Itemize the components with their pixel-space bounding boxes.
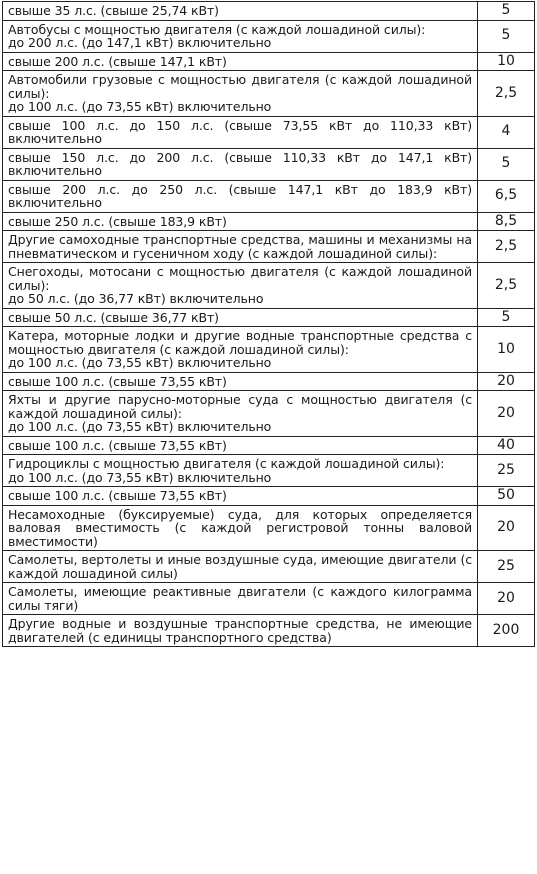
vehicle-description-cell xyxy=(3,212,478,231)
vehicle-description: свыше 100 л.с. до 150 л.с. (свыше 73,55 кВт до 110,33 кВт) включительно xyxy=(8,117,472,146)
tax-rate-cell xyxy=(478,436,535,455)
table-row xyxy=(3,615,535,647)
vehicle-description: Гидроциклы с мощностью двигателя (с каждой лошадиной силы): до 100 л.с. (до 73,55 кВт) включительно xyxy=(8,456,445,485)
vehicle-description: свыше 150 л.с. до 200 л.с. (свыше 110,33 кВт до 147,1 кВт) включительно xyxy=(8,149,472,178)
tax-rate: 50 xyxy=(497,487,515,503)
table-row xyxy=(3,71,535,117)
vehicle-description-cell xyxy=(3,487,478,506)
tax-rate-cell xyxy=(478,455,535,487)
tax-rate-cell xyxy=(478,212,535,231)
vehicle-description: свыше 200 л.с. (свыше 147,1 кВт) xyxy=(8,53,227,69)
vehicle-description-cell xyxy=(3,551,478,583)
vehicle-description: Несамоходные (буксируемые) суда, для которых определяется валовая вместимость (с каждой регистровой тонны валовой вместимости) xyxy=(8,506,472,549)
tax-rate-cell xyxy=(478,116,535,148)
tax-rate: 2,5 xyxy=(494,237,518,254)
vehicle-description-cell xyxy=(3,308,478,327)
table-row xyxy=(3,148,535,180)
tax-rate-cell xyxy=(478,20,535,52)
vehicle-description-cell xyxy=(3,148,478,180)
tax-rate: 10 xyxy=(497,52,515,69)
table-row xyxy=(3,391,535,437)
vehicle-description-cell xyxy=(3,615,478,647)
vehicle-description: свыше 100 л.с. (свыше 73,55 кВт) xyxy=(8,437,227,453)
vehicle-description-cell xyxy=(3,505,478,551)
tax-rate-cell xyxy=(478,583,535,615)
tax-rate: 25 xyxy=(497,557,515,574)
tax-rate: 5 xyxy=(501,308,511,325)
table-row xyxy=(3,372,535,391)
tax-rate-cell xyxy=(478,231,535,263)
vehicle-description: Самолеты, имеющие реактивные двигатели (с каждого килограмма силы тяги) xyxy=(8,584,472,613)
vehicle-description: Снегоходы, мотосани с мощностью двигателя (с каждой лошадиной силы): до 50 л.с. (до 36,77 кВт) включительно xyxy=(8,264,472,306)
tax-rate: 200 xyxy=(492,621,520,638)
vehicle-description-cell xyxy=(3,2,478,21)
tax-rate: 20 xyxy=(497,589,515,606)
tax-rate: 20 xyxy=(497,519,515,535)
tax-rate: 2,5 xyxy=(494,84,518,101)
table-row xyxy=(3,455,535,487)
vehicle-description: Автомобили грузовые с мощностью двигателя (с каждой лошадиной силы): до 100 л.с. (до 73,55 кВт) включительно xyxy=(8,72,472,114)
tax-rate-cell xyxy=(478,505,535,551)
table-row xyxy=(3,583,535,615)
tax-rate-cell xyxy=(478,391,535,437)
table-row xyxy=(3,20,535,52)
vehicle-description: Самолеты, вертолеты и иные воздушные суда, имеющие двигатели (с каждой лошадиной силы) xyxy=(8,552,472,581)
vehicle-description: свыше 250 л.с. (свыше 183,9 кВт) xyxy=(8,213,227,229)
tax-rate-cell xyxy=(478,180,535,212)
vehicle-description-cell xyxy=(3,372,478,391)
vehicle-description: свыше 200 л.с. до 250 л.с. (свыше 147,1 кВт до 183,9 кВт) включительно xyxy=(8,181,472,210)
vehicle-description: Автобусы с мощностью двигателя (с каждой лошадиной силы): до 200 л.с. (до 147,1 кВт) включительно xyxy=(8,21,426,50)
table-row xyxy=(3,327,535,373)
vehicle-description: Яхты и другие парусно-моторные суда с мощностью двигателя (с каждой лошадиной силы): до 100 л.с. (до 73,55 кВт) включительно xyxy=(8,392,472,434)
table-row xyxy=(3,180,535,212)
tax-rate: 5 xyxy=(501,155,511,172)
tax-rate: 20 xyxy=(497,404,515,421)
vehicle-description-cell xyxy=(3,263,478,309)
table-row xyxy=(3,436,535,455)
vehicle-description: Другие водные и воздушные транспортные средства, не имеющие двигателей (с единицы транспортного средства) xyxy=(8,616,472,645)
vehicle-description: свыше 100 л.с. (свыше 73,55 кВт) xyxy=(8,488,227,503)
vehicle-description-cell xyxy=(3,231,478,263)
table-row xyxy=(3,263,535,309)
tax-rate-cell xyxy=(478,487,535,506)
table-row xyxy=(3,212,535,231)
tax-rate-cell xyxy=(478,327,535,373)
vehicle-description-cell xyxy=(3,180,478,212)
table-row xyxy=(3,231,535,263)
table-row xyxy=(3,2,535,21)
tax-rate-table xyxy=(2,1,535,647)
tax-rate-cell xyxy=(478,148,535,180)
tax-rate: 10 xyxy=(497,340,515,357)
vehicle-description-cell xyxy=(3,455,478,487)
table-row xyxy=(3,116,535,148)
tax-rate-cell xyxy=(478,52,535,71)
tax-rate: 25 xyxy=(497,461,515,478)
vehicle-description-cell xyxy=(3,391,478,437)
tax-rate: 5 xyxy=(501,2,511,18)
vehicle-description-cell xyxy=(3,71,478,117)
tax-rate-cell xyxy=(478,615,535,647)
vehicle-description: свыше 50 л.с. (свыше 36,77 кВт) xyxy=(8,309,219,325)
tax-rate-cell xyxy=(478,551,535,583)
table-row xyxy=(3,551,535,583)
vehicle-description: Катера, моторные лодки и другие водные транспортные средства с мощностью двигателя (с каждой лошадиной силы): до 100 л.с. (до 73,55 кВт) включительно xyxy=(8,328,472,370)
tax-rate: 6,5 xyxy=(494,187,518,204)
tax-rate: 40 xyxy=(497,436,515,453)
vehicle-description-cell xyxy=(3,20,478,52)
tax-rate: 2,5 xyxy=(494,276,518,293)
vehicle-description-cell xyxy=(3,52,478,71)
vehicle-description: Другие самоходные транспортные средства, машины и механизмы на пневматическом и гусеничном ходу (с каждой лошадиной силы): xyxy=(8,232,472,261)
table-row xyxy=(3,487,535,506)
tax-rate-cell xyxy=(478,372,535,391)
vehicle-description: свыше 100 л.с. (свыше 73,55 кВт) xyxy=(8,373,227,389)
tax-rate: 8,5 xyxy=(494,212,518,229)
table-row xyxy=(3,505,535,551)
tax-rate: 5 xyxy=(501,27,511,44)
tax-rate-cell xyxy=(478,263,535,309)
vehicle-description-cell xyxy=(3,436,478,455)
tax-rate-cell xyxy=(478,308,535,327)
vehicle-description: свыше 35 л.с. (свыше 25,74 кВт) xyxy=(8,3,219,18)
vehicle-description-cell xyxy=(3,583,478,615)
tax-rate: 4 xyxy=(501,123,511,140)
tax-rate-table-body xyxy=(3,2,535,647)
tax-rate: 20 xyxy=(497,372,515,389)
tax-rate-cell xyxy=(478,71,535,117)
table-row xyxy=(3,52,535,71)
vehicle-description-cell xyxy=(3,116,478,148)
tax-rate-cell xyxy=(478,2,535,21)
vehicle-description-cell xyxy=(3,327,478,373)
table-row xyxy=(3,308,535,327)
